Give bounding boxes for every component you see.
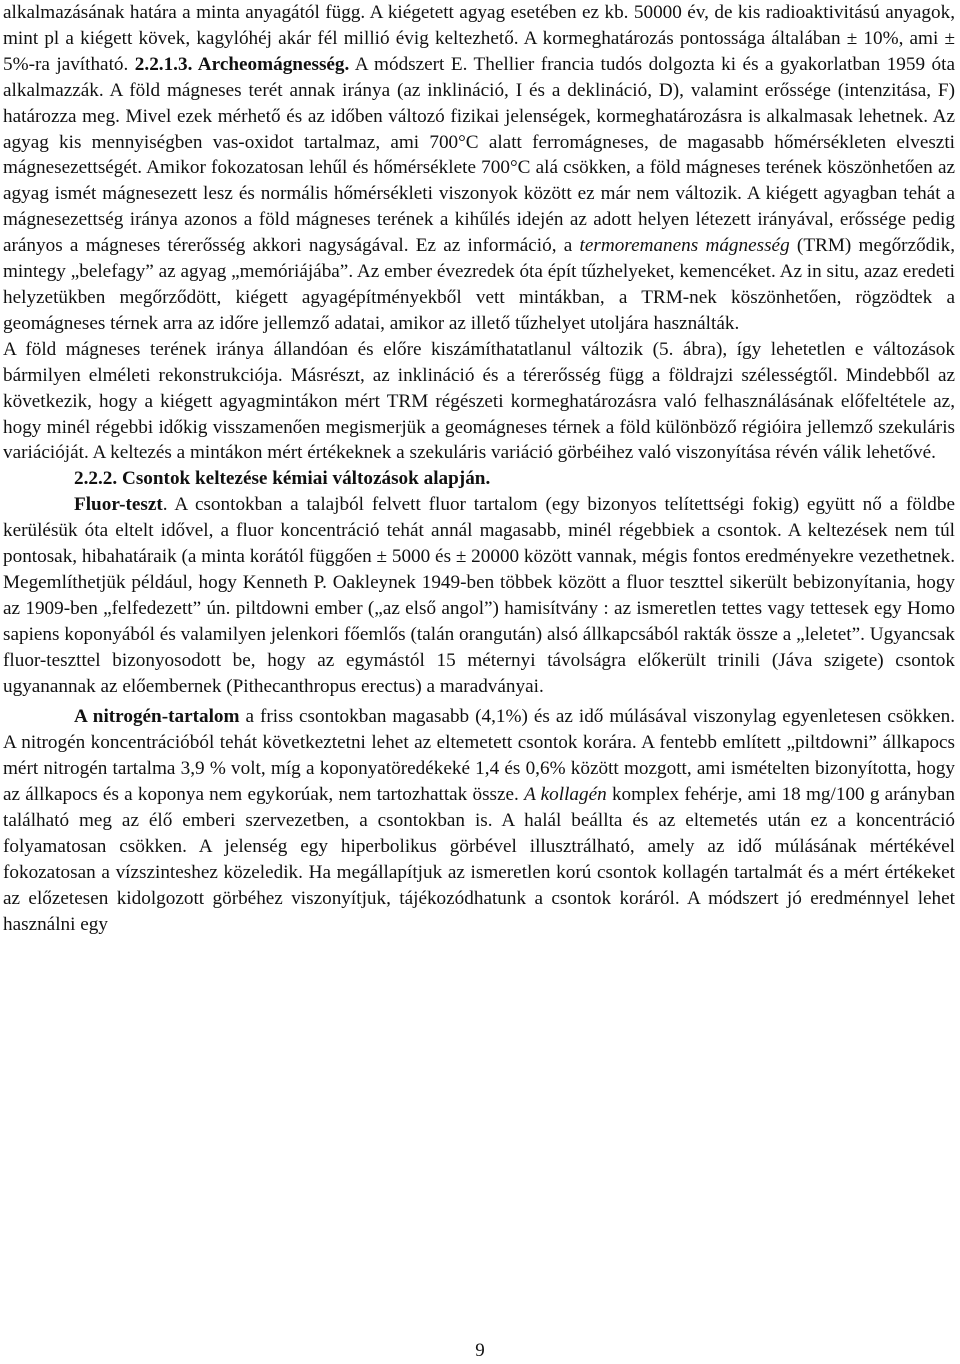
paragraph-text: komplex fehérje, ami 18 mg/100 g arányban található meg az élő emberi szervezetben, a csontokban is. A halál beállta és az eltemetés után ez a koncentráció folyamatosan csökken. A jelenség egy hiperbolikus görbével illusztrálható, amely az idő múlásának mértékével fokozatosan a vízszinteshez közeledik. Ha megállapítjuk az ismeretlen korú csontok kollagén tartalmát és a mért értékeket az előzetesen kidolgozott görbéhez viszonyítjuk, tájékozódhatunk a csontok koráról. A módszert jó eredménnyel lehet használni egy xyxy=(3,784,955,935)
paragraph-nitrogen xyxy=(3,704,955,937)
paragraph-text: (TRM) megőrződik, mintegy „belefagy” az agyag „memóriájába”. Az ember évezredek óta épít tűzhelyeket, kemencéket. Az in situ, azaz eredeti helyzetükben megőrződött, kiégett agyagépítményekből vett mintákban, a TRM-nek köszönhetően, rögzödtek a geomágneses térnek arra az időre jellemző adatai, amikor az illető tűzhelyet utoljára használták. xyxy=(3,235,955,334)
paragraph-text: . A csontokban a talajból felvett fluor tartalom (egy bizonyos telítettségi fokig) együtt nő a földbe kerülésük óta eltelt idővel, a fluor koncentráció tehát annál magasabb, minél régebbiek a csontok. A keltezések nem túl pontosak, hibahatáraik (a minta korától függően ± 5000 és ± 20000 között vannak, mégis fontos eredményekre vezethetnek. Megemlíthetjük például, hogy Kenneth P. Oakleynek 1949-ben többek között a fluor teszttel sikerült bebizonyítania, hogy az 1909-ben „felfedezett” ún. piltdowni ember („az első angol”) hamisítvány : az ismeretlen tettes vagy tettesek egy Homo sapiens koponyából és valamilyen jelenkori főemlős (talán orangután) alsó állkapcsából rakták össze a „leletet”. Ugyancsak fluor-teszttel bizonyosodott be, hogy az egymástól 15 méternyi távolságra előkerült trinili (Jáva szigete) csontok ugyanannak az előembernek (Pithecanthropus erectus) a maradványai. xyxy=(3,494,955,697)
document-page xyxy=(3,0,955,938)
paragraph-fluor-teszt xyxy=(3,492,955,699)
fluor-teszt-term: Fluor-teszt xyxy=(74,494,163,516)
paragraph-text: A módszert E. Thellier francia tudós dolgozta ki és a gyakorlatban 1959 óta alkalmazzák. A föld mágneses terét annak iránya (az inklináció, I és a deklináció, D), valamint erőssége (intenzitása, F) határozza meg. Mivel ezek mérhető és az időben változó fizikai jelenségek, kormeghatározásra is alkalmasak lehetnek. Az agyag kis mennyiségben vas-oxidot tartalmaz, ami 700°C alatt ferromágneses, de magasabb hőmérsékleten elveszti mágnesezettségét. Amikor fokozatosan lehűl és hőmérséklete 700°C alá csökken, a föld mágneses terének köszönhetően az agyag ismét mágnesezett lesz és normális hőmérsékleti viszonyok között ez már nem változik. A kiégett agyagban tehát a mágnesezettség iránya azonos a föld mágneses terének a kihűlés idején az adott helyen létezett irányával, erőssége pedig arányos a mágneses térerősség akkori nagyságával. Ez az információ, a xyxy=(3,53,956,257)
nitrogen-term: A nitrogén-tartalom xyxy=(74,706,240,728)
paragraph-archeomagnesseg xyxy=(3,0,955,337)
section-heading-csontok: 2.2.2. Csontok keltezése kémiai változások alapján. xyxy=(74,468,491,490)
italic-term: termoremanens mágnesség xyxy=(579,235,790,257)
paragraph-text: alkalmazásának határa a minta anyagától függ. A kiégetett agyag esetében ez kb. 50000 év, de kis radioaktivitású anyagok, mint pl a kiégett kövek, kagylóhéj akár fél millió évig keltezhető. A kormeghatározás pontossága általában ± 10%, ami ± 5%-ra javítható. xyxy=(3,2,955,75)
paragraph-text: a friss csontokban magasabb (4,1%) és az idő múlásával viszonylag egyenletesen csökken. A nitrogén koncentrációból tehát következtetni lehet az eltemetett csontok korára. A fentebb említett „piltdowni” állkapocs mért nitrogén tartalma 3,9 % volt, míg a koponyatöredékeké 1,4 és 0,6% között mozgott, ami ismételten bizonyította, hogy az állkapocs és a koponya nem egykorúak, nem tartozhattak össze. xyxy=(3,706,956,806)
page-number: 9 xyxy=(475,1340,485,1361)
italic-term: A kollagén xyxy=(524,784,607,806)
paragraph-magnetic-field: A föld mágneses terének iránya állandóan és előre kiszámíthatatlanul változik (5. ábra), így lehetetlen e változások bármilyen elméleti rekonstrukciója. Másrészt, az inklináció és a térerősség függ a földrajzi szélességtől. Mindebből az következik, hogy a kiégett agyagmintákon mért TRM régészeti kormeghatározásra való felhasználásának előfeltétele az, hogy minél régebbi időkig visszamenően megismerjük a geomágneses térnek a föld különböző régióira jellemző szekuláris variációját. A keltezés a mintákon mért értékeknek a szekuláris variáció görbéihez való viszonyítása révén válik lehetővé. xyxy=(3,338,955,464)
section-heading-archeomagnesseg: 2.2.1.3. Archeomágnesség. xyxy=(134,53,350,75)
